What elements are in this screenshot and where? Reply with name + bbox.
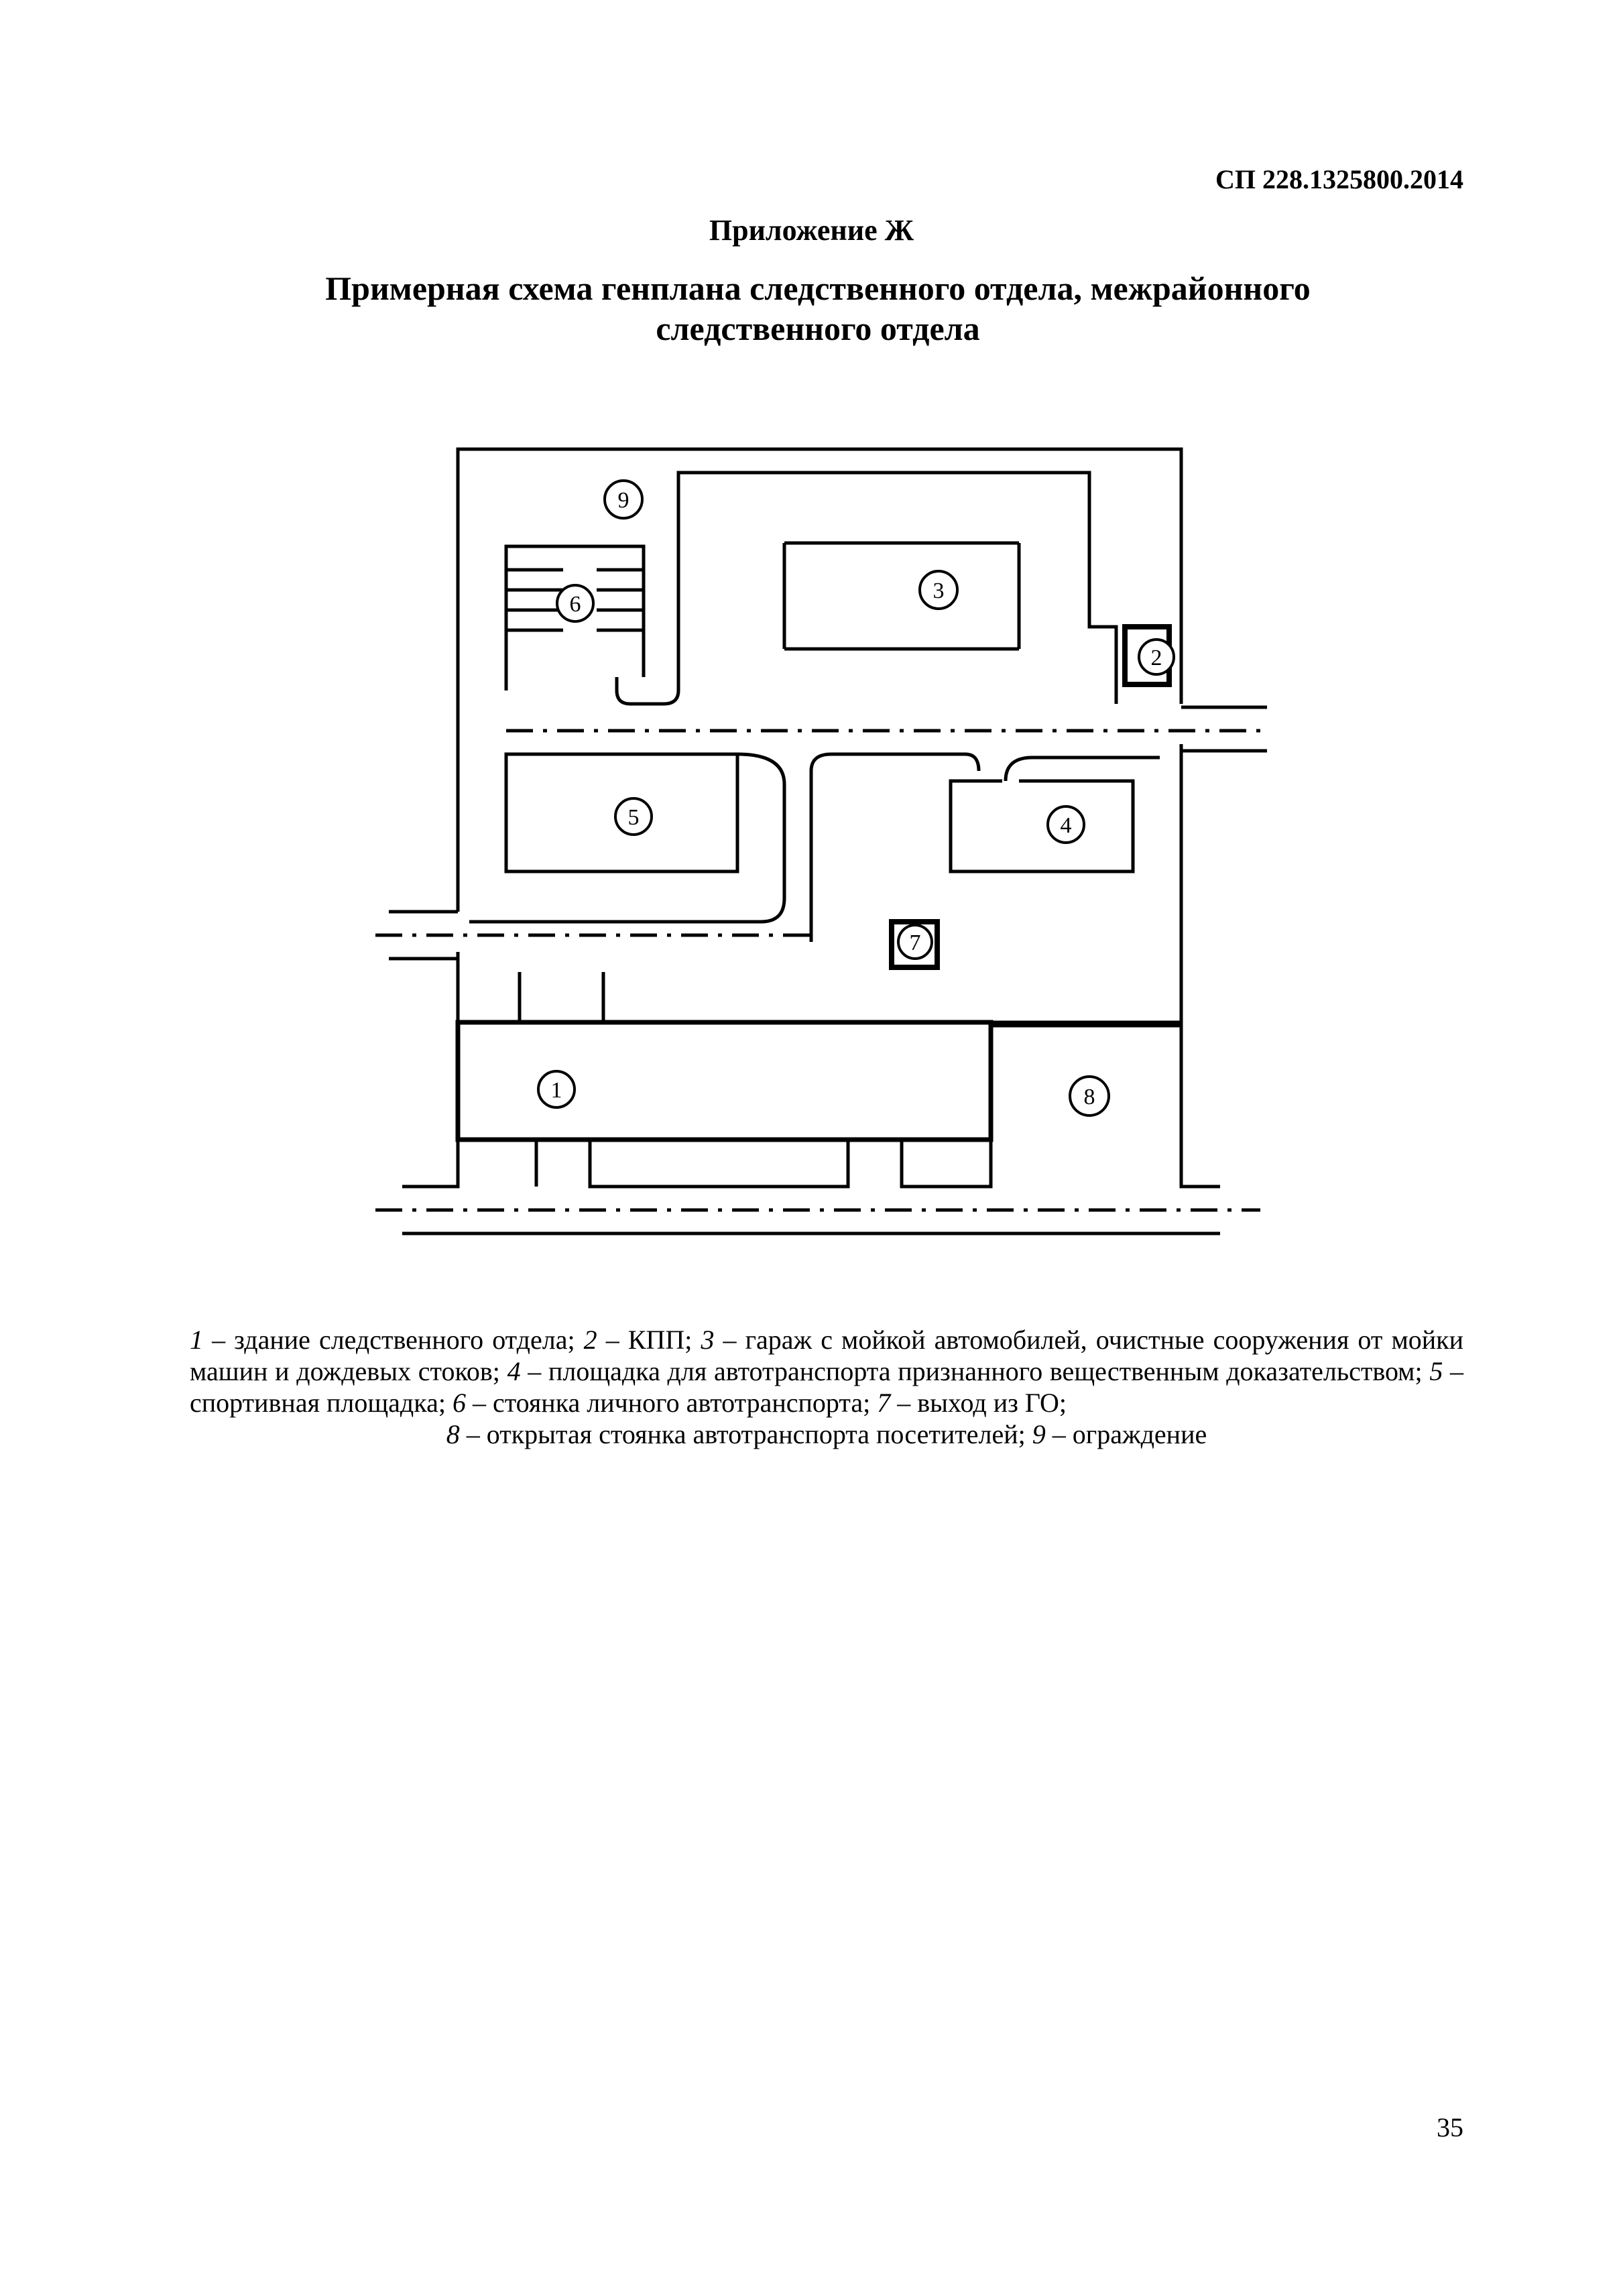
legend-number: 1	[190, 1325, 203, 1355]
legend-number: 4	[507, 1356, 521, 1386]
fence-line-right	[991, 744, 1181, 1022]
legend-caption	[190, 1324, 1463, 1450]
legend-number: 9	[1032, 1419, 1046, 1449]
legend-number: 8	[446, 1419, 460, 1449]
legend-text: – гараж с мойкой автомобилей, очистные сооружения от мойки машин и дождевых стоков;	[190, 1325, 1464, 1386]
legend-text: – здание следственного отдела;	[203, 1325, 584, 1355]
marker-label-2: 2	[1150, 646, 1162, 670]
legend-number: 6	[452, 1388, 466, 1418]
legend-number: 5	[1429, 1356, 1443, 1386]
legend-items	[190, 1325, 1463, 1418]
legend-text: – спортивная площадка;	[190, 1356, 1464, 1418]
marker-label-9: 9	[617, 488, 629, 513]
marker-label-5: 5	[627, 805, 640, 830]
legend-text: – ограждение	[1045, 1419, 1207, 1449]
legend-number: 3	[701, 1325, 715, 1355]
page-number: 35	[1437, 2112, 1463, 2142]
legend-text: – КПП;	[597, 1325, 701, 1355]
evidence-lot	[951, 781, 1133, 871]
marker-label-4: 4	[1060, 813, 1072, 838]
legend-text: – стоянка личного автотранспорта;	[465, 1388, 878, 1418]
marker-label-3: 3	[933, 579, 945, 603]
document-code: СП 228.1325800.2014	[1215, 164, 1463, 194]
main-building	[458, 1022, 991, 1140]
title-line-1: Примерная схема генплана следственного отдела, межрайонного	[325, 269, 1311, 307]
marker-label-6: 6	[569, 592, 581, 617]
legend-number: 2	[583, 1325, 597, 1355]
appendix-label: Приложение Ж	[709, 214, 914, 247]
legend-text: – выход из ГО;	[890, 1388, 1067, 1418]
legend-text: – открытая стоянка автотранспорта посетителей;	[459, 1419, 1032, 1449]
marker-label-7: 7	[909, 930, 921, 955]
inner-road	[678, 473, 1116, 704]
marker-label-1: 1	[550, 1078, 562, 1103]
legend-text: – площадка для автотранспорта признанного вещественным доказательством;	[520, 1356, 1430, 1386]
legend-items-last	[190, 1418, 1463, 1450]
title-line-2: следственного отдела	[656, 310, 980, 347]
legend-number: 7	[877, 1388, 891, 1418]
inner-road-curve	[617, 677, 678, 704]
marker-label-8: 8	[1083, 1085, 1095, 1109]
